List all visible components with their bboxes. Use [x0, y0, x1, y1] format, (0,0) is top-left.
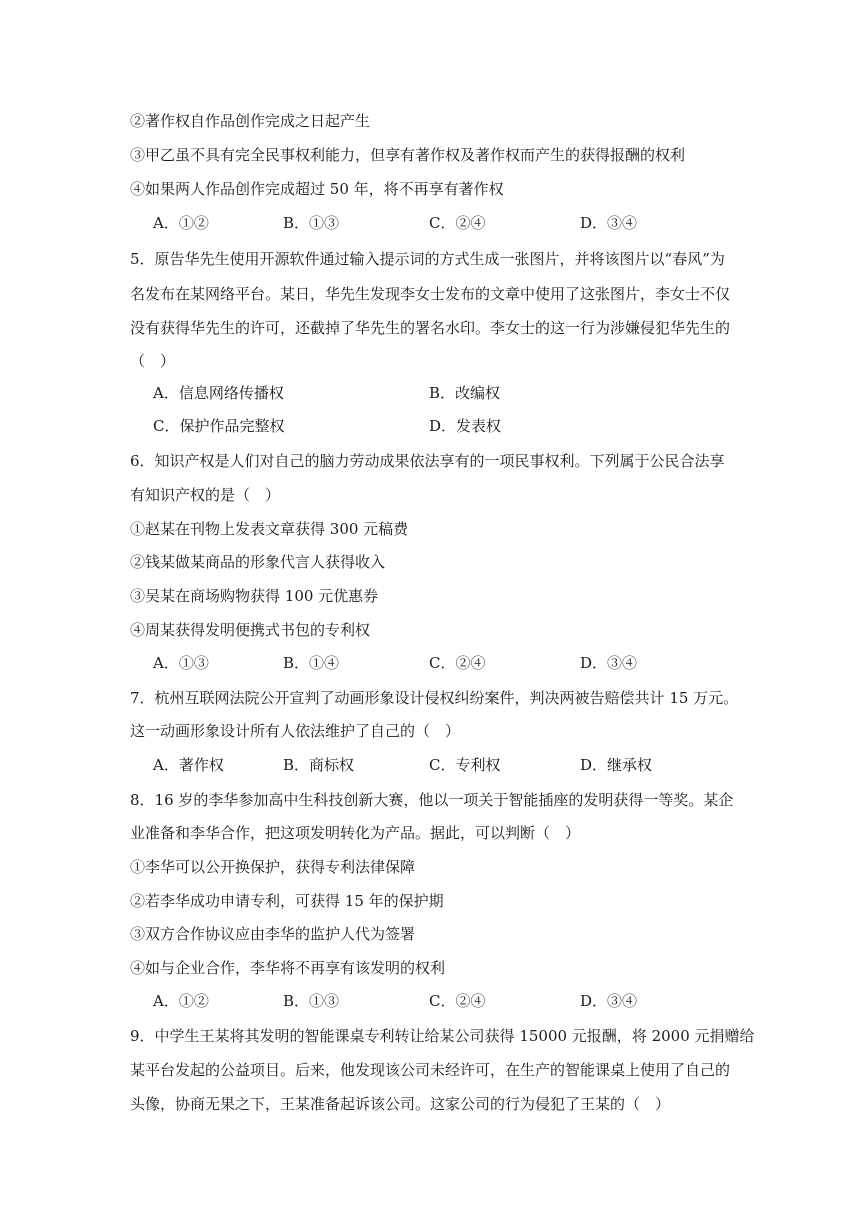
q8-stem-line-2: 业准备和李华合作，把这项发明转化为产品。据此，可以判断（ ）: [130, 824, 581, 842]
q5-option-a[interactable]: A．信息网络传播权: [153, 384, 284, 402]
q6-option-b[interactable]: B．①④: [283, 654, 340, 672]
q8-statement-1: ①李华可以公开换保护，获得专利法律保障: [130, 858, 416, 876]
q8-option-c[interactable]: C．②④: [429, 992, 486, 1010]
q5-stem-line-2: 名发布在某网络平台。某日，华先生发现李女士发布的文章中使用了这张图片，李女士不仅: [130, 285, 731, 303]
q8-option-a[interactable]: A．①②: [153, 992, 209, 1010]
q4-option-b[interactable]: B．①③: [283, 214, 340, 232]
q6-stem-line-2: 有知识产权的是（ ）: [130, 486, 281, 504]
q6-statement-1: ①赵某在刊物上发表文章获得 300 元稿费: [130, 520, 409, 538]
q8-statement-3: ③双方合作协议应由李华的监护人代为签署: [130, 925, 416, 943]
q8-statement-2: ②若李华成功申请专利，可获得 15 年的保护期: [130, 892, 444, 910]
q5-options-row-1: [153, 383, 743, 403]
q4-statement-2: ②著作权自作品创作完成之日起产生: [130, 112, 371, 130]
q6-options: [153, 653, 743, 673]
q4-option-c[interactable]: C．②④: [429, 214, 486, 232]
q8-option-d[interactable]: D．③④: [580, 992, 638, 1010]
q4-option-a[interactable]: A．①②: [153, 214, 209, 232]
q5-option-b[interactable]: B．改编权: [429, 384, 501, 402]
q4-statement-3: ③甲乙虽不具有完全民事权利能力，但享有著作权及著作权而产生的获得报酬的权利: [130, 146, 686, 164]
q5-stem-line-1: 5．原告华先生使用开源软件通过输入提示词的方式生成一张图片，并将该图片以“春风”为: [130, 250, 725, 268]
q6-option-c[interactable]: C．②④: [429, 654, 486, 672]
q7-option-b[interactable]: B．商标权: [283, 756, 355, 774]
q9-stem-line-2: 某平台发起的公益项目。后来，他发现该公司未经许可，在生产的智能课桌上使用了自己的: [130, 1061, 731, 1079]
q6-option-a[interactable]: A．①③: [153, 654, 209, 672]
q4-statement-4: ④如果两人作品创作完成超过 50 年，将不再享有著作权: [130, 180, 504, 198]
q5-stem-line-3: 没有获得华先生的许可，还截掉了华先生的署名水印。李女士的这一行为涉嫌侵犯华先生的: [130, 319, 731, 337]
q5-option-d[interactable]: D．发表权: [429, 417, 502, 435]
q6-option-d[interactable]: D．③④: [580, 654, 638, 672]
q7-stem-line-2: 这一动画形象设计所有人依法维护了自己的（ ）: [130, 722, 461, 740]
q5-stem-line-4: （ ）: [130, 352, 176, 370]
q8-statement-4: ④如与企业合作，李华将不再享有该发明的权利: [130, 959, 446, 977]
q5-options-row-2: [153, 416, 743, 436]
q5-option-c[interactable]: C．保护作品完整权: [153, 417, 285, 435]
q8-stem-line-1: 8．16 岁的李华参加高中生科技创新大赛，他以一项关于智能插座的发明获得一等奖。某企: [130, 791, 734, 809]
q6-statement-3: ③吴某在商场购物获得 100 元优惠券: [130, 587, 379, 605]
q6-stem-line-1: 6．知识产权是人们对自己的脑力劳动成果依法享有的一项民事权利。下列属于公民合法享: [130, 452, 725, 470]
q7-options: [153, 755, 743, 775]
q9-stem-line-3: 头像，协商无果之下，王某准备起诉该公司。这家公司的行为侵犯了王某的（ ）: [130, 1095, 671, 1113]
q8-option-b[interactable]: B．①③: [283, 992, 340, 1010]
q7-option-d[interactable]: D．继承权: [580, 756, 653, 774]
q4-option-d[interactable]: D．③④: [580, 214, 638, 232]
q8-options: [153, 991, 743, 1011]
q4-options: [153, 213, 743, 233]
q7-option-c[interactable]: C．专利权: [429, 756, 501, 774]
q7-stem-line-1: 7．杭州互联网法院公开宣判了动画形象设计侵权纠纷案件，判决两被告赔偿共计 15 万元。: [130, 689, 739, 707]
q9-stem-line-1: 9．中学生王某将其发明的智能课桌专利转让给某公司获得 15000 元报酬，将 2000 元捐赠给: [130, 1027, 755, 1045]
q7-option-a[interactable]: A．著作权: [153, 756, 224, 774]
q6-statement-4: ④周某获得发明便携式书包的专利权: [130, 621, 371, 639]
q6-statement-2: ②钱某做某商品的形象代言人获得收入: [130, 553, 386, 571]
